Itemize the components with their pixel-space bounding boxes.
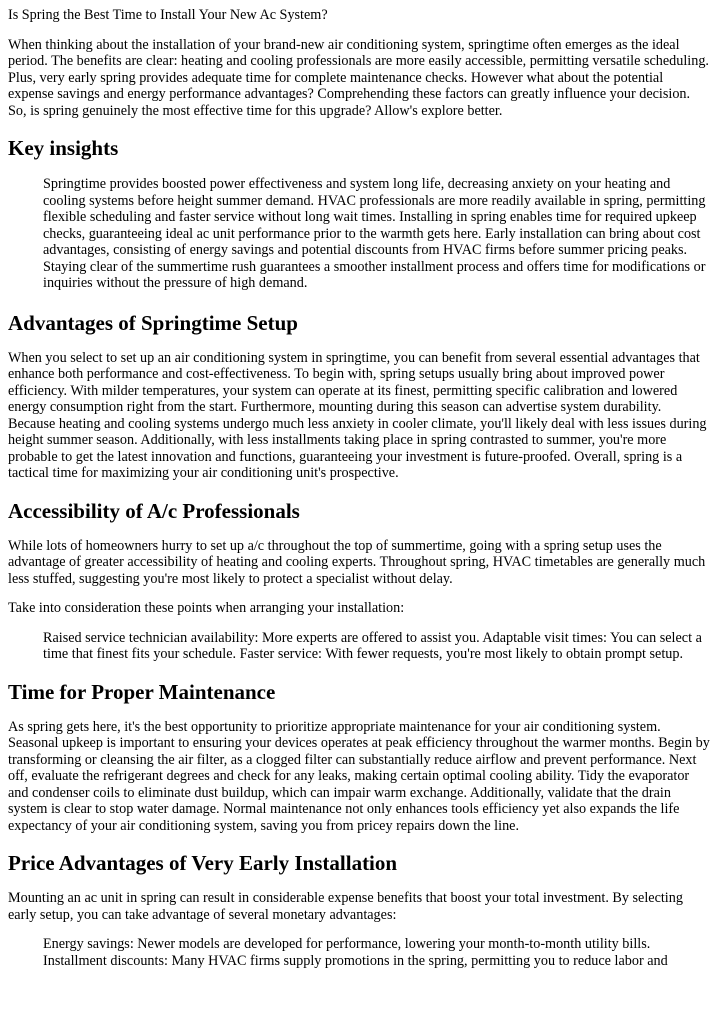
heading-key-insights: Key insights <box>8 136 119 160</box>
maintenance-paragraph: As spring gets here, it's the best opportunity to prioritize appropriate maintenance for your air conditioning system. Seasonal upkeep is important to ensuring your devices operates at peak efficiency throughout the warmer months. Begin by transforming or cleansing the air filter, as a clogged filter can substantially reduce airflow and prevent performance. Next off, evaluate the refrigerant degrees and check for any leaks, making certain optimal cooling ability. Tidy the evaporator and condenser coils to eliminate dust buildup, which can impair warm exchange. Additionally, validate that the drain system is clear to stop water damage. Normal maintenance not only enhances tools efficiency yet also expands the life expectancy of your air conditioning system, saving you from pricey repairs down the line. <box>8 718 710 834</box>
heading-price-advantages: Price Advantages of Very Early Installation <box>8 851 398 875</box>
accessibility-lead-in: Take into consideration these points when arranging your installation: <box>8 600 405 616</box>
heading-professionals-accessibility: Accessibility of A/c Professionals <box>8 498 300 523</box>
accessibility-paragraph: While lots of homeowners hurry to set up a/c throughout the top of summertime, going with a spring setup uses the advantage of greater accessibility of heating and cooling experts. Throughout spring, HVAC timetables are generally much less stuffed, suggesting you're most likely to protect a specialist without delay. <box>8 537 706 587</box>
springtime-advantages-paragraph: When you select to set up an air conditioning system in springtime, you can benefit from several essential advantages that enhance both performance and cost-effectiveness. To begin with, spring setups usually bring about improved power efficiency. With milder temperatures, your system can operate at its finest, permitting specific calibration and lowered energy consumption right from the start. Furthermore, mounting during this season can advertise system durability. Because heating and cooling systems undergo much less anxiety in cooler climate, you'll likely deal with less issues during height summer season. Additionally, with less installments taking place in spring contrasted to summer, you're more probable to get the latest innovation and functions, guaranteeing your investment is future-proofed. Overall, spring is a tactical time for maximizing your air conditioning unit's prospective. <box>8 349 707 481</box>
heading-proper-maintenance: Time for Proper Maintenance <box>8 679 276 704</box>
accessibility-blockquote: Raised service technician availability: More experts are offered to assist you. Adaptable visit times: You can select a time that finest fits your schedule. Faster service: With fewer requests, you're most likely to obtain prompt setup. <box>43 629 702 662</box>
price-advantages-paragraph: Mounting an ac unit in spring can result in considerable expense benefits that boost your total investment. By selecting early setup, you can take advantage of several monetary advantages: <box>8 890 683 923</box>
intro-paragraph: When thinking about the installation of your brand-new air conditioning system, springtime often emerges as the ideal period. The benefits are clear: heating and cooling professionals are more easily accessible, permitting versatile scheduling. Plus, very early spring provides adequate time for complete maintenance checks. However what about the potential expense savings and energy performance advantages? Comprehending these factors can greatly influence your decision. So, is spring genuinely the most effective time for this upgrade? Allow's explore better. <box>8 36 709 119</box>
key-insights-blockquote: Springtime provides boosted power effectiveness and system long life, decreasing anxiety on your heating and cooling systems before height summer demand. HVAC professionals are more readily available in spring, permitting flexible scheduling and faster service without long wait times. Installing in spring enables time for required upkeep checks, guaranteeing ideal ac unit performance prior to the warmth gets here. Early installation can bring about cost advantages, consisting of energy savings and potential discounts from HVAC firms before summer pricing peaks. Staying clear of the summertime rush guarantees a smoother installment process and offers time for modifications or inquiries without the pressure of high demand. <box>43 176 706 291</box>
price-advantages-blockquote: Energy savings: Newer models are developed for performance, lowering your month-to-month utility bills. Installment discounts: Many HVAC firms supply promotions in the spring, permitting you to reduce labor and <box>43 936 668 969</box>
page-title: Is Spring the Best Time to Install Your New Ac System? <box>8 7 328 23</box>
heading-springtime-advantages: Advantages of Springtime Setup <box>8 310 298 335</box>
